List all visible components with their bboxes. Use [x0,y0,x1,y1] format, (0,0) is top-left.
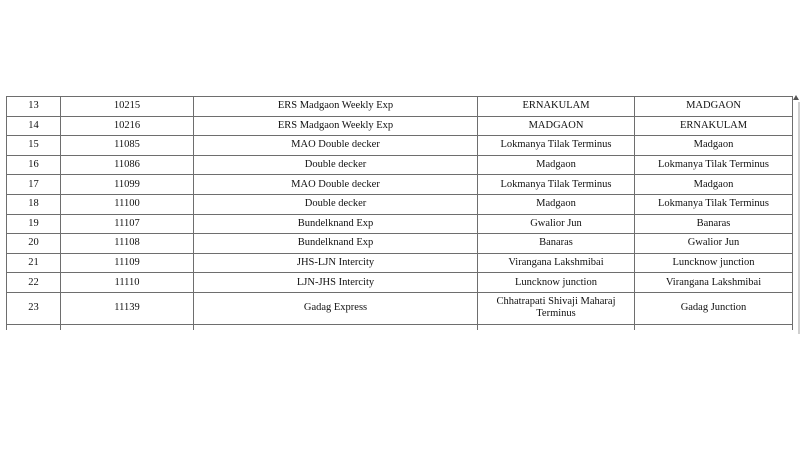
from-station-cell: Virangana Lakshmibai [478,253,635,273]
serial-number-cell: 16 [7,155,61,175]
from-station-cell: Lokmanya Tilak Terminus [478,175,635,195]
serial-number-cell: 17 [7,175,61,195]
train-name-cell: Bundelknand Exp [194,214,478,234]
train-number-cell: 11099 [61,175,194,195]
train-number-cell: 11108 [61,234,194,254]
train-number-cell: 10215 [61,97,194,117]
table-row [7,194,793,214]
scroll-up-arrow-icon[interactable] [793,95,799,100]
to-station-cell: Lokmanya Tilak Terminus [635,194,793,214]
table-row [7,214,793,234]
to-station-cell: Banaras [635,214,793,234]
train-name-cell: Gadag Express [194,292,478,324]
to-station-cell: Madgaon [635,136,793,156]
train-name-cell: Double decker [194,194,478,214]
from-station-cell: Lokmanya Tilak Terminus [478,136,635,156]
to-station-cell: Lokmanya Tilak Terminus [635,155,793,175]
train-number-cell: 11139 [61,292,194,324]
from-station-cell: Chhatrapati Shivaji Maharaj Terminus [478,292,635,324]
from-station-cell: MADGAON [478,116,635,136]
to-station-cell: Madgaon [635,175,793,195]
serial-number-cell: 14 [7,116,61,136]
train-name-cell: JHS-LJN Intercity [194,253,478,273]
table-row [7,273,793,293]
serial-number-cell: 21 [7,253,61,273]
train-list-table [6,96,793,330]
table-row [7,175,793,195]
to-station-cell: Luncknow junction [635,253,793,273]
serial-number-cell: 22 [7,273,61,293]
train-name-cell: ERS Madgaon Weekly Exp [194,97,478,117]
train-name-cell: ERS Madgaon Weekly Exp [194,116,478,136]
table-row [7,253,793,273]
train-number-cell: 11109 [61,253,194,273]
from-station-cell: Madgaon [478,155,635,175]
table-row-partial [7,324,793,330]
table-row [7,116,793,136]
to-station-cell: Gadag Junction [635,292,793,324]
table-row [7,155,793,175]
to-station-cell: Virangana Lakshmibai [635,273,793,293]
serial-number-cell: 15 [7,136,61,156]
from-station-cell: ERNAKULAM [478,97,635,117]
train-number-cell: 11100 [61,194,194,214]
train-name-cell: MAO Double decker [194,175,478,195]
serial-number-cell: 19 [7,214,61,234]
train-number-cell: 11086 [61,155,194,175]
from-station-cell: Luncknow junction [478,273,635,293]
to-station-cell: MADGAON [635,97,793,117]
table-row [7,136,793,156]
table-row [7,292,793,324]
from-station-cell: Gwalior Jun [478,214,635,234]
from-station-cell: Madgaon [478,194,635,214]
table-row [7,97,793,117]
to-station-cell: ERNAKULAM [635,116,793,136]
train-name-cell: Double decker [194,155,478,175]
from-station-cell: Banaras [478,234,635,254]
to-station-cell: Gwalior Jun [635,234,793,254]
train-rows [7,97,793,330]
train-number-cell: 11110 [61,273,194,293]
table-row [7,234,793,254]
serial-number-cell: 23 [7,292,61,324]
train-name-cell: LJN-JHS Intercity [194,273,478,293]
serial-number-cell: 13 [7,97,61,117]
train-name-cell: MAO Double decker [194,136,478,156]
serial-number-cell: 18 [7,194,61,214]
train-name-cell: Bundelknand Exp [194,234,478,254]
train-number-cell: 11107 [61,214,194,234]
serial-number-cell: 20 [7,234,61,254]
train-number-cell: 11085 [61,136,194,156]
train-number-cell: 10216 [61,116,194,136]
